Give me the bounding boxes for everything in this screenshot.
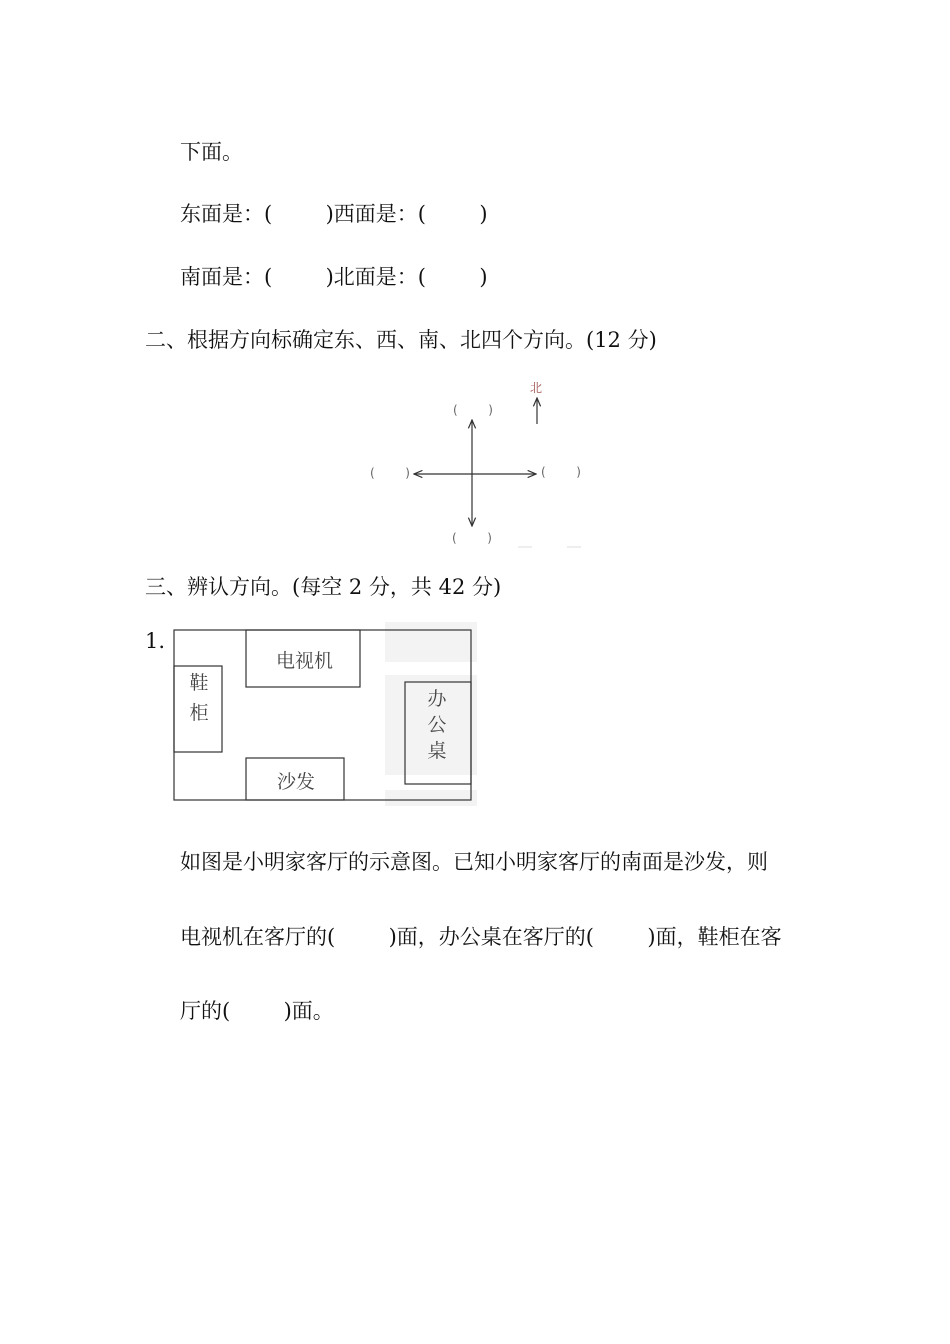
compass-right-blank: ( ) — [541, 465, 581, 479]
section-2-title: 二、根据方向标确定东、西、南、北四个方向。(12 分) — [145, 328, 657, 352]
tv-label: 电视机 — [276, 650, 334, 672]
sofa-label: 沙发 — [277, 771, 316, 793]
shoe-cabinet-label: 鞋柜 — [189, 672, 209, 724]
section-3-title: 三、辨认方向。(每空 2 分，共 42 分) — [145, 575, 502, 599]
text-line-east-west: 东面是：( )西面是：( ) — [180, 202, 488, 226]
text-line-south-north: 南面是：( )北面是：( ) — [180, 265, 488, 289]
north-label: 北 — [530, 381, 543, 395]
question-1-paragraph-3: 厅的( )面。 — [180, 999, 334, 1023]
question-1-number: 1. — [145, 629, 166, 653]
question-1-paragraph-2: 电视机在客厅的( )面，办公桌在客厅的( )面，鞋柜在客 — [180, 925, 782, 949]
compass-left-blank: ( ) — [370, 466, 410, 480]
compass-bottom-blank: ( ) — [452, 531, 492, 545]
text-line-1: 下面。 — [180, 140, 243, 164]
compass-top-blank: ( ) — [453, 403, 493, 417]
question-1-paragraph-1: 如图是小明家客厅的示意图。已知小明家客厅的南面是沙发，则 — [180, 850, 768, 874]
desk-label: 办公桌 — [427, 688, 447, 762]
